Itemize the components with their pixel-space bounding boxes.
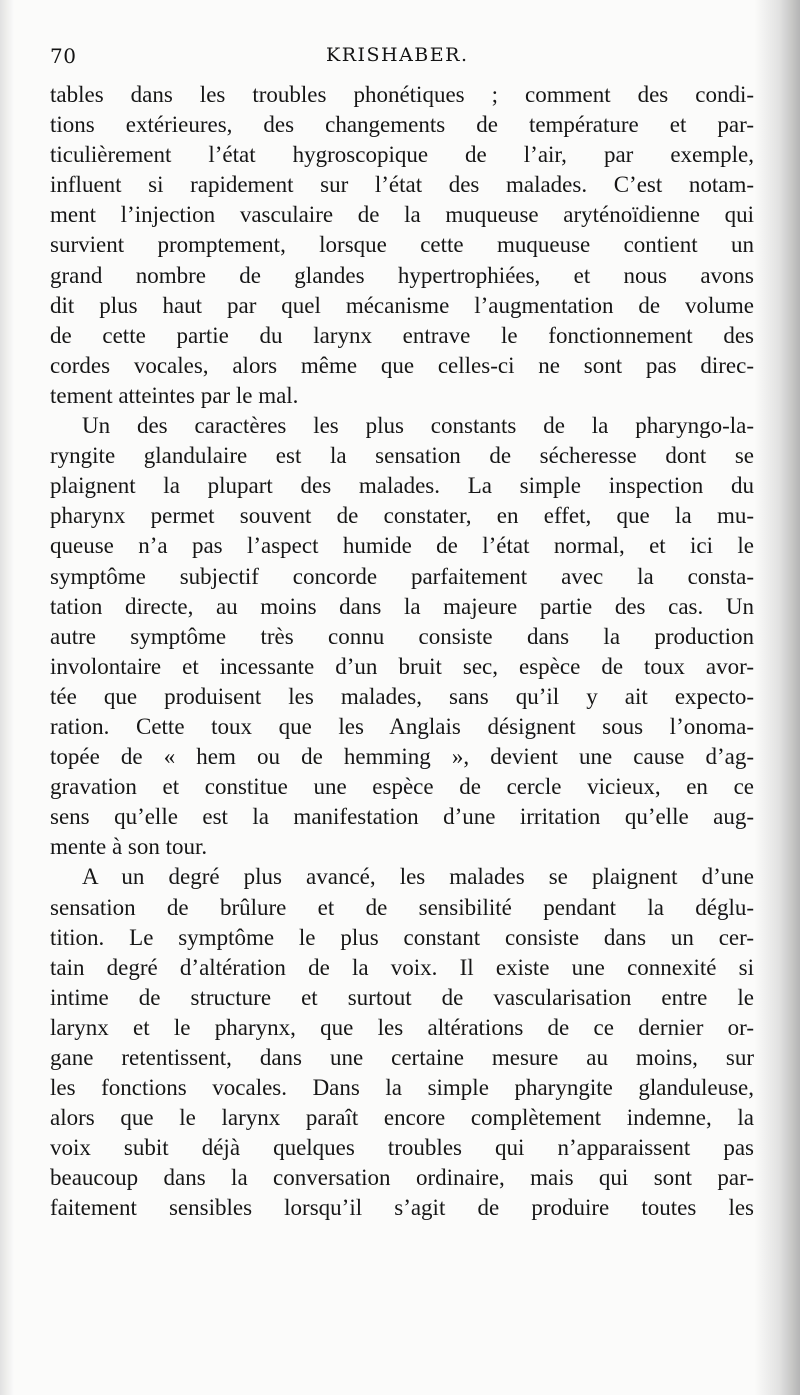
text-line: influent si rapidement sur l’état des malades. C’est notam- [50,172,754,198]
text-line: dit plus haut par quel mécanisme l’augmentation de volume [50,292,754,318]
text-line: survient promptement, lorsque cette muqueuse contient un [50,232,754,258]
text-line: plaignent la plupart des malades. La simple inspection du [50,473,754,499]
page-left-shading [0,0,14,1395]
text-line: beaucoup dans la conversation ordinaire, mais qui sont par- [50,1165,754,1191]
text-line: tition. Le symptôme le plus constant consiste dans un cer- [50,924,754,950]
body-text [50,80,754,1224]
text-line: tée que produisent les malades, sans qu’il y ait expecto- [50,683,754,709]
text-line: alors que le larynx paraît encore complètement indemne, la [50,1105,754,1131]
text-line: involontaire et incessante d’un bruit sec, espèce de toux avor- [50,653,754,679]
text-line: ment l’injection vasculaire de la muqueuse aryténoïdienne qui [50,202,754,228]
text-line: tation directe, au moins dans la majeure partie des cas. Un [50,593,754,619]
text-line: symptôme subjectif concorde parfaitement avec la consta- [50,563,754,589]
running-head: KRISHABER. [326,44,469,66]
text-line: queuse n’a pas l’aspect humide de l’état normal, et ici le [50,533,754,559]
text-line: larynx et le pharynx, que les altérations de ce dernier or- [50,1014,754,1040]
text-line: pharynx permet souvent de constater, en effet, que la mu- [50,503,754,529]
page-right-edge-shadow [754,0,800,1395]
text-line: voix subit déjà quelques troubles qui n’apparaissent pas [50,1135,754,1161]
text-line: sensation de brûlure et de sensibilité pendant la déglu- [50,894,754,920]
page-number: 70 [50,44,77,68]
text-line: mente à son tour. [50,834,208,860]
text-line: ration. Cette toux que les Anglais désignent sous l’onoma- [50,713,754,739]
text-line: tables dans les troubles phonétiques ; comment des condi- [50,82,754,107]
text-line: gane retentissent, dans une certaine mesure au moins, sur [50,1045,754,1070]
text-line: autre symptôme très connu consiste dans la production [50,623,754,649]
text-line: ryngite glandulaire est la sensation de sécheresse dont se [50,443,754,469]
text-line: les fonctions vocales. Dans la simple pharyngite glanduleuse, [50,1075,754,1101]
text-line: tain degré d’altération de la voix. Il existe une connexité si [50,954,754,980]
text-line: de cette partie du larynx entrave le fonctionnement des [50,322,754,348]
text-line: A un degré plus avancé, les malades se plaignent d’une [82,864,754,890]
text-line: cordes vocales, alors même que celles-ci ne sont pas direc- [50,352,754,378]
text-line: ticulièrement l’état hygroscopique de l’air, par exemple, [50,142,754,168]
text-line: Un des caractères les plus constants de la pharyngo-la- [82,413,754,439]
text-line: sens qu’elle est la manifestation d’une irritation qu’elle aug- [50,804,754,830]
text-line: grand nombre de glandes hypertrophiées, et nous avons [50,262,754,288]
text-line: intime de structure et surtout de vascularisation entre le [50,984,754,1010]
text-line: faitement sensibles lorsqu’il s’agit de produire toutes les [50,1195,754,1221]
text-line: tement atteintes par le mal. [50,382,299,408]
text-line: topée de « hem ou de hemming », devient une cause d’ag- [50,744,754,770]
text-line: gravation et constitue une espèce de cercle vicieux, en ce [50,774,754,800]
page-header [50,44,750,74]
text-line: tions extérieures, des changements de température et par- [50,112,754,138]
